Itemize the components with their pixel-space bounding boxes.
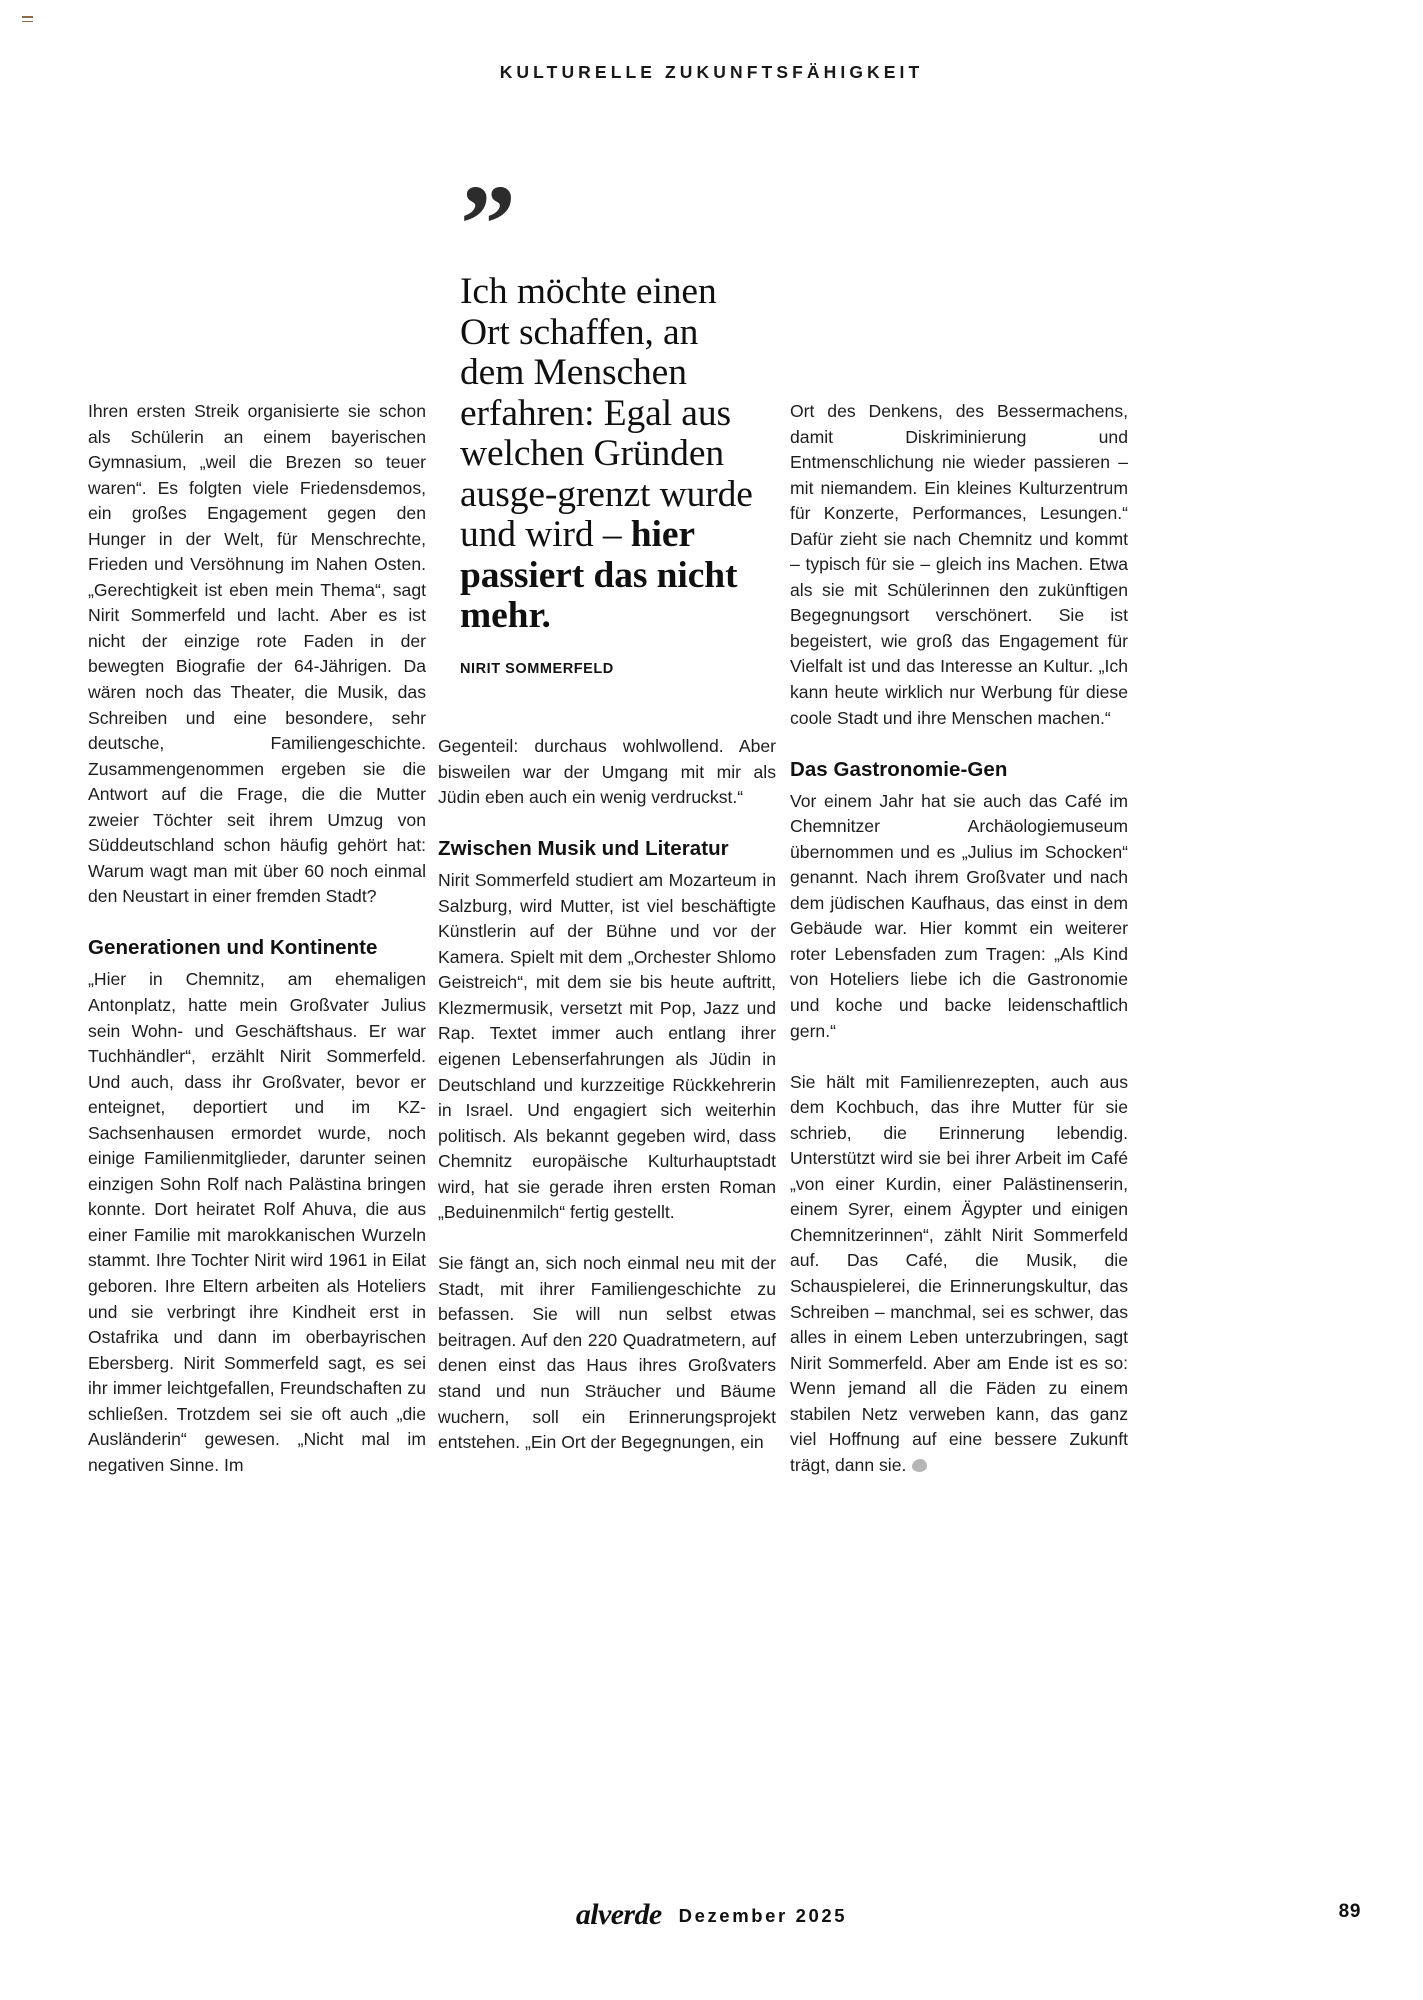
crop-tick-icon	[22, 16, 33, 25]
pull-quote	[460, 163, 770, 677]
pull-quote-text-bold: hier passiert das nicht mehr.	[460, 514, 738, 636]
column-left	[88, 399, 426, 1478]
brand-logo: alverde	[575, 1898, 662, 1931]
pull-quote-text-regular: Ich möchte einen Ort schaffen, an dem Menschen erfahren: Egal aus welchen Gründen ausge-grenzt wurde und wird –	[460, 271, 753, 555]
running-head: KULTURELLE ZUKUNFTSFÄHIGKEIT	[499, 62, 924, 82]
paragraph: Sie fängt an, sich noch einmal neu mit der Stadt, mit ihrer Familiengeschichte zu befassen. Sie will nun selbst etwas beitragen. Auf den 220 Quadratmetern, auf denen einst das Haus ihres Großvaters stand und nun Sträucher und Bäume wuchern, soll ein Erinnerungsprojekt entstehen. „Ein Ort der Begegnungen, ein	[438, 1253, 776, 1453]
issue-date: Dezember 2025	[678, 1905, 848, 1926]
paragraph-last	[790, 1070, 1128, 1479]
section-heading-gastronomie-gen: Das Gastronomie-Gen	[790, 757, 1008, 781]
section-heading-musik-literatur: Zwischen Musik und Literatur	[438, 837, 729, 861]
page-footer	[0, 1898, 1423, 1938]
paragraph: Gegenteil: durchaus wohlwollend. Aber bisweilen war der Umgang mit mir als Jüdin eben auch ein wenig verdruckst.“	[438, 736, 776, 808]
pull-quote-attribution: NIRIT SOMMERFELD	[460, 660, 614, 677]
end-of-article-mark-icon	[912, 1459, 927, 1472]
section-heading-generationen: Generationen und Kontinente	[88, 936, 378, 960]
paragraph: Nirit Sommerfeld studiert am Mozarteum in Salzburg, wird Mutter, ist viel beschäftigte Künstlerin auf der Bühne und vor der Kamera. Spielt mit dem „Orchester Shlomo Geistreich“, mit dem sie bis heute auftritt, Klezmermusik, versetzt mit Pop, Jazz und Rap. Textet immer auch entlang ihrer eigenen Lebenserfahrungen als Jüdin in Deutschland und kurzzeitige Rückkehrerin in Israel. Und engagiert sich weiterhin politisch. Als bekannt gegeben wird, dass Chemnitz europäische Kulturhauptstadt wird, hat sie gerade ihren ersten Roman „Beduinenmilch“ fertig gestellt.	[438, 870, 776, 1223]
footer-center	[0, 1898, 1423, 1932]
column-right	[790, 399, 1128, 1478]
paragraph: „Hier in Chemnitz, am ehemaligen Antonplatz, hatte mein Großvater Julius sein Wohn- und Geschäftshaus. Er war Tuchhändler“, erzählt Nirit Sommerfeld. Und auch, dass ihr Großvater, bevor er enteignet, deportiert und im KZ-Sachsenhausen ermordet wurde, noch einige Familienmitglieder, darunter seinen einzigen Sohn Rolf nach Palästina bringen konnte. Dort heiratet Rolf Ahuva, die aus einer Familie mit marokkanischen Wurzeln stammt. Ihre Tochter Nirit wird 1961 in Eilat geboren. Ihre Eltern arbeiten als Hoteliers und sie verbringt ihre Kindheit erst in Ostafrika und dann im oberbayrischen Ebersberg. Nirit Sommerfeld sagt, es sei ihr immer leichtgefallen, Freundschaften zu schließen. Trotzdem sei sie oft auch „die Ausländerin“ gewesen. „Nicht mal im negativen Sinne. Im	[88, 969, 426, 1475]
paragraph-text: Sie hält mit Familienrezepten, auch aus dem Kochbuch, das ihre Mutter für sie schrieb, die Erinnerung lebendig. Unterstützt wird sie bei ihrer Arbeit im Café „von einer Kurdin, einer Palästinenserin, einem Syrer, einem Ägypter und einigen Chemnitzerinnen“, zählt Nirit Sommerfeld auf. Das Café, die Musik, die Schauspielerei, die Erinnerungskultur, das Schreiben – manchmal, sei es schwer, das alles in einem Leben unterzubringen, sagt Nirit Sommerfeld. Aber am Ende ist es so: Wenn jemand all die Fäden zu einem stabilen Netz verweben kann, das ganz viel Hoffnung auf eine bessere Zukunft trägt, dann sie.	[790, 1071, 1128, 1475]
page-number: 89	[1338, 1901, 1361, 1922]
pull-quote-text	[460, 272, 770, 637]
paragraph: Ort des Denkens, des Bessermachens, damit Diskriminierung und Entmenschlichung nie wieder passieren – mit niemandem. Ein kleines Kulturzentrum für Konzerte, Performances, Lesungen.“ Dafür zieht sie nach Chemnitz und kommt – typisch für sie – gleich ins Machen. Etwa als sie mit Schülerinnen den zukünftigen Begegnungsort verschönert. Sie ist begeistert, wie groß das Engagement für Vielfalt ist und das Interesse an Kultur. „Ich kann heute wirklich nur Werbung für diese coole Stadt und ihre Menschen machen.“	[790, 401, 1128, 728]
column-middle	[438, 734, 776, 1456]
paragraph: Vor einem Jahr hat sie auch das Café im Chemnitzer Archäologiemuseum übernommen und es „Julius im Schocken“ genannt. Nach ihrem Großvater und nach dem jüdischen Kaufhaus, das einst in dem Gebäude war. Hier kommt ein weiterer roter Lebensfaden zum Tragen: „Als Kind von Hoteliers liebe ich die Gastronomie und koche und backe leidenschaftlich gern.“	[790, 790, 1128, 1041]
quotation-mark-icon: ”	[460, 163, 512, 287]
paragraph: Ihren ersten Streik organisierte sie schon als Schülerin an einem bayerischen Gymnasium, „weil die Brezen so teuer waren“. Es folgten viele Friedensdemos, ein großes Engagement gegen den Hunger in der Welt, für Menschrechte, Frieden und Versöhnung im Nahen Osten. „Gerechtigkeit ist eben mein Thema“, sagt Nirit Sommerfeld und lacht. Aber es ist nicht der einzige rote Faden in der bewegten Biografie der 64-Jährigen. Da wären noch das Theater, die Musik, das Schreiben und eine besondere, sehr deutsche, Familiengeschichte. Zusammengenommen ergeben sie die Antwort auf die Frage, die die Mutter zweier Töchter seit ihrem Umzug von Süddeutschland schon häufig gehört hat: Warum wagt man mit über 60 noch einmal den Neustart in einer fremden Stadt?	[88, 401, 426, 907]
